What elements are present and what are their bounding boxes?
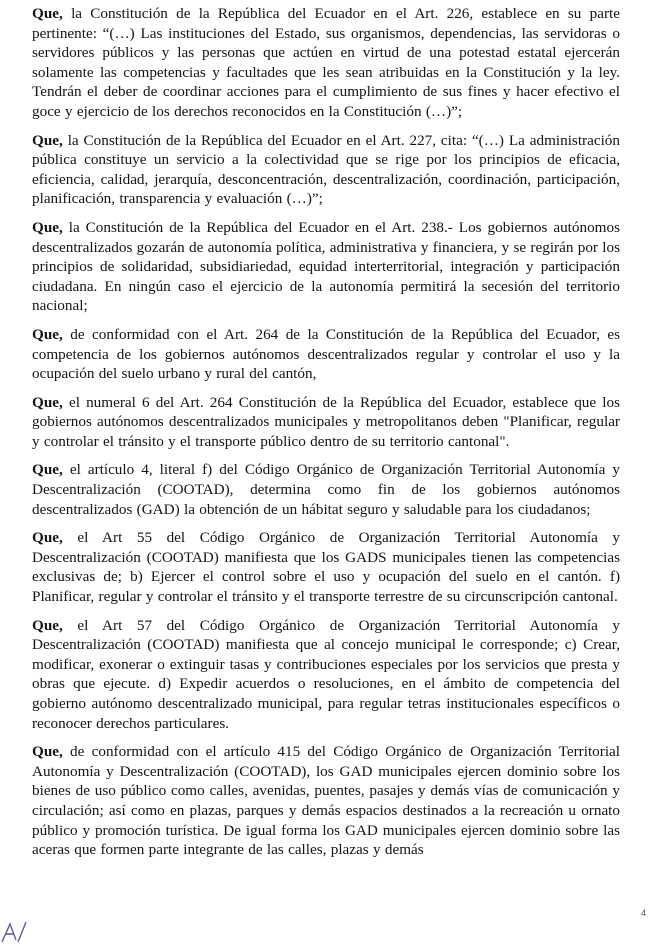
paragraph-lead: Que, bbox=[32, 393, 63, 411]
paragraph-art-227 bbox=[32, 131, 620, 209]
paragraph-art-264 bbox=[32, 325, 620, 384]
paragraph-text: el numeral 6 del Art. 264 Constitución de la República del Ecuador, establece que los gobiernos autónomos descentralizados municipales y metropolitanos deben "Planificar, regular y controlar el tránsito y el transporte público dentro de su territorio cantonal". bbox=[32, 393, 621, 450]
paragraph-art-226 bbox=[32, 4, 620, 122]
page-number: 4 bbox=[640, 908, 646, 918]
paragraph-lead: Que, bbox=[32, 131, 63, 149]
paragraph-text: el Art 57 del Código Orgánico de Organización Territorial Autonomía y Descentralización (COOTAD) manifiesta que al concejo municipal le corresponde; c) Crear, modificar, exonerar o extinguir tasas y contribuciones especiales por los servicios que presta y obras que ejecute. d) Expedir acuerdos o resoluciones, en el ámbito de competencia del gobierno autónomo descentralizado municipal, para regular tetras institucionales específicos o reconocer derechos particulares. bbox=[32, 616, 621, 732]
paragraph-lead: Que, bbox=[32, 743, 63, 761]
paragraph-text: la Constitución de la República del Ecuador en el Art. 238.- Los gobiernos autónomos descentralizados gozarán de autonomía política, administrativa y financiera, y se regirán por los principios de solidaridad, subsidiariedad, equidad interterritorial, integración y participación ciudadana. En ningún caso el ejercicio de la autonomía permitirá la secesión del territorio nacional; bbox=[32, 218, 620, 315]
paragraph-cootad-art-4 bbox=[32, 460, 620, 519]
paragraph-lead: Que, bbox=[32, 529, 63, 547]
paragraph-lead: Que, bbox=[32, 218, 63, 236]
paragraph-text: la Constitución de la República del Ecuador en el Art. 226, establece en su parte pertinente: “(…) Las instituciones del Estado, sus organismos, dependencias, las servidoras o servidores públicos y las personas que actúen en virtud de una potestad estatal ejercerán solamente las competencias y facultades que les sean atribuidas en la Constitución y la ley. Tendrán el deber de coordinar acciones para el cumplimiento de sus fines y hacer efectivo el goce y ejercicio de los derechos reconocidos en la Constitución (…)”; bbox=[32, 5, 621, 120]
paragraph-lead: Que, bbox=[32, 325, 63, 343]
paragraph-cootad-art-415 bbox=[32, 742, 620, 860]
paragraph-lead: Que, bbox=[32, 5, 63, 22]
paragraph-cootad-art-55 bbox=[32, 528, 620, 606]
paragraph-text: de conformidad con el Art. 264 de la Constitución de la República del Ecuador, es competencia de los gobiernos autónomos descentralizados regular y controlar el uso y la ocupación del suelo urbano y rural del cantón, bbox=[32, 325, 621, 383]
paragraph-text: de conformidad con el artículo 415 del Código Orgánico de Organización Territorial Autonomía y Descentralización (COOTAD), los GAD municipales ejercen dominio sobre los bienes de uso público como calles, avenidas, puentes, pasajes y demás vías de comunicación y circulación; así como en plazas, parques y demás espacios destinados a la recreación u ornato público y promoción turística. De igual forma los GAD municipales ejercen dominio sobre las aceras que formen parte integrante de las calles, plazas y demás bbox=[32, 743, 621, 859]
paragraph-art-238 bbox=[32, 218, 620, 316]
document-page bbox=[32, 4, 620, 869]
paragraph-text: la Constitución de la República del Ecuador en el Art. 227, cita: “(…) La administración pública constituye un servicio a la colectividad que se rige por los principios de eficacia, eficiencia, calidad, jerarquía, desconcentración, descentralización, coordinación, participación, planificación, transparencia y evaluación (…)”; bbox=[32, 131, 620, 208]
handwritten-mark-icon bbox=[0, 918, 30, 944]
paragraph-lead: Que, bbox=[32, 461, 63, 479]
paragraph-lead: Que, bbox=[32, 616, 63, 634]
paragraph-text: el artículo 4, literal f) del Código Orgánico de Organización Territorial Autonomía y Descentralización (COOTAD), determina como fin de los gobiernos autónomos descentralizados (GAD) la obtención de un hábitat seguro y saludable para los ciudadanos; bbox=[32, 461, 620, 518]
paragraph-art-264-num-6 bbox=[32, 393, 620, 452]
paragraph-text: el Art 55 del Código Orgánico de Organización Territorial Autonomía y Descentralización (COOTAD) manifiesta que los GADS municipales tienen las competencias exclusivas de; b) Ejercer el control sobre el uso y ocupación del suelo en el cantón. f) Planificar, regular y controlar el tránsito y el transporte terrestre de su circunscripción cantonal. bbox=[32, 529, 621, 606]
paragraph-cootad-art-57 bbox=[32, 616, 620, 734]
